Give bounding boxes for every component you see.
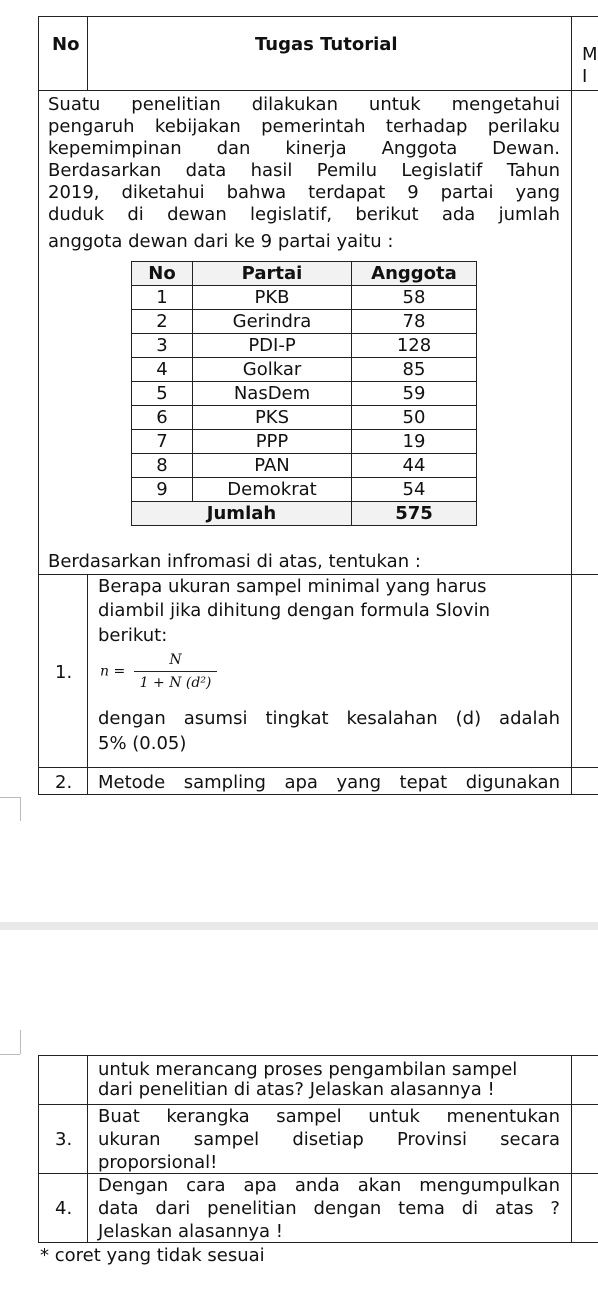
cell-partai: Demokrat xyxy=(193,478,352,502)
intro-line: anggota dewan dari ke 9 partai yaitu : xyxy=(48,231,394,252)
number-column-divider xyxy=(87,1055,88,1242)
page-corner-mark xyxy=(20,797,21,821)
q3-bottom-border xyxy=(38,1173,598,1174)
cell-partai: Golkar xyxy=(193,358,352,382)
q4-text-line: Jelaskan alasannya ! xyxy=(98,1221,283,1242)
cell-partai: NasDem xyxy=(193,382,352,406)
table-row xyxy=(132,334,477,358)
cell-partai: PDI-P xyxy=(193,334,352,358)
q1-number: 1. xyxy=(55,662,73,683)
cell-no: 4 xyxy=(132,358,193,382)
q3-text-line: ukuran sampel disetiap Provinsi secara xyxy=(98,1129,560,1150)
table-border-top xyxy=(38,16,598,17)
page-corner-mark xyxy=(0,1054,20,1055)
cell-partai: PAN xyxy=(193,454,352,478)
q4-text-line: Dengan cara apa anda akan mengumpulkan xyxy=(98,1175,560,1196)
cell-anggota: 85 xyxy=(352,358,477,382)
cell-anggota: 58 xyxy=(352,286,477,310)
header-no: No xyxy=(52,34,80,55)
cell-no: 5 xyxy=(132,382,193,406)
intro-line: pengaruh kebijakan pemerintah terhadap perilaku xyxy=(48,116,560,137)
footnote: * coret yang tidak sesuai xyxy=(40,1245,265,1266)
q4-bottom-border xyxy=(38,1242,598,1243)
intro-line: 2019, diketahui bahwa terdapat 9 partai yang xyxy=(48,182,560,203)
q4-text-line: data dari penelitian dengan tema di atas ? xyxy=(98,1198,560,1219)
q3-text-line: Buat kerangka sampel untuk menentukan xyxy=(98,1106,560,1127)
q3-text-line: proporsional! xyxy=(98,1152,218,1173)
header-right-column: M I xyxy=(582,44,598,87)
column-header-anggota: Anggota xyxy=(352,262,477,286)
cell-anggota: 59 xyxy=(352,382,477,406)
page2-top-border xyxy=(38,1055,598,1056)
column-header-partai: Partai xyxy=(193,262,352,286)
party-table xyxy=(131,261,477,526)
q1-text-line: dengan asumsi tingkat kesalahan (d) adalah xyxy=(98,708,560,729)
cell-no: 7 xyxy=(132,430,193,454)
page-corner-mark xyxy=(20,1030,21,1054)
table-border-left xyxy=(38,1055,39,1242)
instruction-text: Berdasarkan infromasi di atas, tentukan : xyxy=(48,551,421,572)
header-bottom-border xyxy=(38,90,598,91)
cell-no: 6 xyxy=(132,406,193,430)
table-row xyxy=(132,286,477,310)
cell-no: 2 xyxy=(132,310,193,334)
cell-anggota: 128 xyxy=(352,334,477,358)
table-row xyxy=(132,478,477,502)
intro-line: Berdasarkan data hasil Pemilu Legislatif Tahun xyxy=(48,160,560,181)
q1-text-line: Berapa ukuran sampel minimal yang harus xyxy=(98,576,487,597)
page1-bottom-border xyxy=(38,794,598,795)
q2-number: 2. xyxy=(55,772,73,793)
q1-text-line: diambil jika dihitung dengan formula Slovin xyxy=(98,600,490,621)
table-row xyxy=(132,382,477,406)
intro-line: kepemimpinan dan kinerja Anggota Dewan. xyxy=(48,138,560,159)
cell-partai: PPP xyxy=(193,430,352,454)
q1-bottom-border xyxy=(38,767,598,768)
page-corner-mark xyxy=(0,797,20,798)
q2-text-line: untuk merancang proses pengambilan sampel xyxy=(98,1059,518,1080)
cell-anggota: 54 xyxy=(352,478,477,502)
number-column-divider xyxy=(87,574,88,794)
table-row xyxy=(132,358,477,382)
total-label: Jumlah xyxy=(132,502,352,526)
cell-partai: Gerindra xyxy=(193,310,352,334)
party-table-header-row xyxy=(132,262,477,286)
cell-no: 3 xyxy=(132,334,193,358)
q4-number: 4. xyxy=(55,1198,73,1219)
table-border-right xyxy=(571,1055,572,1242)
header-title: Tugas Tutorial xyxy=(255,34,398,55)
table-total-row xyxy=(132,502,477,526)
formula-fraction xyxy=(134,652,218,691)
table-border-right xyxy=(571,16,572,794)
cell-no: 9 xyxy=(132,478,193,502)
q1-text-line: 5% (0.05) xyxy=(98,733,187,754)
cell-partai: PKB xyxy=(193,286,352,310)
table-row xyxy=(132,310,477,334)
table-row xyxy=(132,430,477,454)
q2-text-line: Metode sampling apa yang tepat digunakan xyxy=(98,772,560,793)
table-border-left xyxy=(38,16,39,794)
formula-denominator: 1 + N (d²) xyxy=(139,675,212,691)
column-header-no: No xyxy=(132,262,193,286)
table-row xyxy=(132,454,477,478)
intro-line: Suatu penelitian dilakukan untuk mengetahui xyxy=(48,94,560,115)
slovin-formula xyxy=(100,652,217,691)
cell-partai: PKS xyxy=(193,406,352,430)
cell-no: 8 xyxy=(132,454,193,478)
q3-number: 3. xyxy=(55,1129,73,1150)
intro-line: duduk di dewan legislatif, berikut ada jumlah xyxy=(48,204,560,225)
q2-text-line: dari penelitian di atas? Jelaskan alasannya ! xyxy=(98,1079,495,1100)
cell-anggota: 44 xyxy=(352,454,477,478)
intro-bottom-border xyxy=(38,574,598,575)
cell-anggota: 19 xyxy=(352,430,477,454)
header-divider xyxy=(87,16,88,90)
q2-bottom-border xyxy=(38,1104,598,1105)
page-separator xyxy=(0,922,598,930)
cell-no: 1 xyxy=(132,286,193,310)
cell-anggota: 78 xyxy=(352,310,477,334)
total-value: 575 xyxy=(352,502,477,526)
cell-anggota: 50 xyxy=(352,406,477,430)
table-row xyxy=(132,406,477,430)
q1-text-line: berikut: xyxy=(98,625,168,646)
formula-lhs: n = xyxy=(100,663,126,680)
formula-numerator: N xyxy=(134,652,218,672)
